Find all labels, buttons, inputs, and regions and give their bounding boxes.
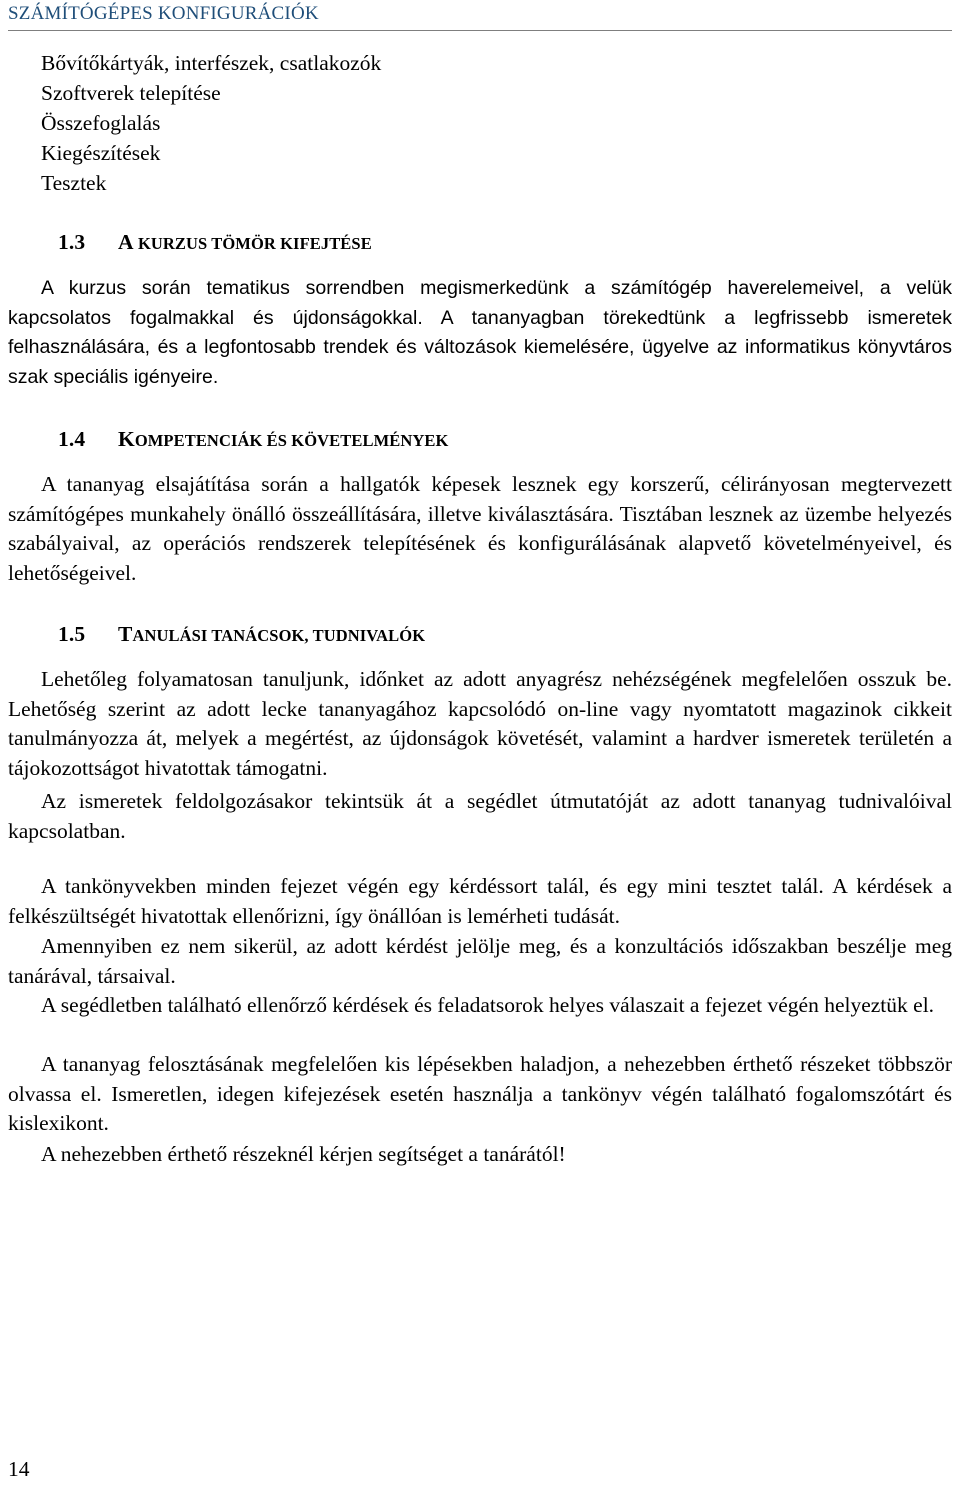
paragraph-tanulas-3: A tankönyvekben minden fejezet végén egy kérdéssort talál, és egy mini tesztet talál. A kérdések a felkészültségét hivatottak ellenőrizni, így önállóan is lemérheti tudását. — [8, 874, 952, 928]
section-number: 1.5 — [58, 622, 86, 646]
section-heading-1-5 — [58, 622, 425, 647]
section-title-initial: K — [118, 427, 135, 451]
section-title-rest: ANULÁSI TANÁCSOK, TUDNIVALÓK — [132, 626, 426, 645]
section-title-initial: A — [118, 230, 133, 254]
toc-item: Szoftverek telepítése — [41, 81, 221, 105]
toc-item: Összefoglalás — [41, 111, 161, 135]
paragraph-tanulas-4: Amennyiben ez nem sikerül, az adott kérdést jelölje meg, és a konzultációs időszakban beszélje meg tanárával, társaival. — [8, 934, 952, 988]
section-title-rest: KURZUS TÖMÖR KIFEJTÉSE — [137, 234, 372, 253]
paragraph-tanulas-2: Az ismeretek feldolgozásakor tekintsük át a segédlet útmutatóját az adott tananyag tudnivalóival kapcsolatban. — [8, 789, 952, 843]
toc-item: Kiegészítések — [41, 141, 161, 165]
section-number: 1.3 — [58, 230, 86, 254]
paragraph-tanulas-5: A segédletben található ellenőrző kérdések és feladatsorok helyes válaszait a fejezet végén helyeztük el. — [41, 993, 935, 1017]
section-title-initial: T — [118, 622, 133, 646]
paragraph-tanulas-6: A tananyag felosztásának megfelelően kis lépésekben haladjon, a nehezebben érthető részeket többször olvassa el. Ismeretlen, idegen kifejezések esetén használja a tankönyv végén található fogalomszótárt és kislexikont. — [8, 1052, 952, 1135]
paragraph-tanulas-7: A nehezebben érthető részeknél kérjen segítséget a tanárától! — [41, 1142, 566, 1166]
section-title-rest: OMPETENCIÁK ÉS KÖVETELMÉNYEK — [134, 431, 449, 450]
paragraph-tanulas-1: Lehetőleg folyamatosan tanuljunk, időnket az adott anyagrész nehézségének megfelelően osszuk be. Lehetőség szerint az adott lecke tananyagához kapcsolódó on-line vagy nyomtatott magazinok cikkeit tanulmányozza át, melyek a megértést, az újdonságok követését, valamint a hardver ismeretek területén a tájokozottságot hivatottak támogatni. — [8, 667, 952, 780]
paragraph-kurzus: A kurzus során tematikus sorrendben megismerkedünk a számítógép haverelemeivel, a velük kapcsolatos fogalmakkal és újdonságokkal. A tananyagban törekedtünk a legfrissebb ismeretek felhasználására, és a legfontosabb trendek és változások kiemelésére, ügyelve az informatikus könyvtáros szak speciális igényeire. — [8, 277, 952, 388]
running-header: SZÁMÍTÓGÉPES KONFIGURÁCIÓK — [8, 0, 952, 31]
page-number: 14 — [8, 1457, 30, 1481]
section-number: 1.4 — [58, 427, 86, 451]
toc-list — [41, 48, 381, 198]
toc-item: Bővítőkártyák, interfészek, csatlakozók — [41, 51, 382, 75]
toc-item: Tesztek — [41, 171, 107, 195]
paragraph-kompetencia: A tananyag elsajátítása során a hallgatók képesek lesznek egy korszerű, célirányosan megtervezett számítógépes munkahely önálló összeállítására, illetve kiválasztására. Tisztában lesznek az üzembe helyezés szabályaival, az operációs rendszerek telepítésének és konfigurálásának alapvető követelményeivel, és lehetőségeivel. — [8, 472, 952, 585]
section-heading-1-3 — [58, 230, 372, 255]
section-heading-1-4 — [58, 427, 448, 452]
